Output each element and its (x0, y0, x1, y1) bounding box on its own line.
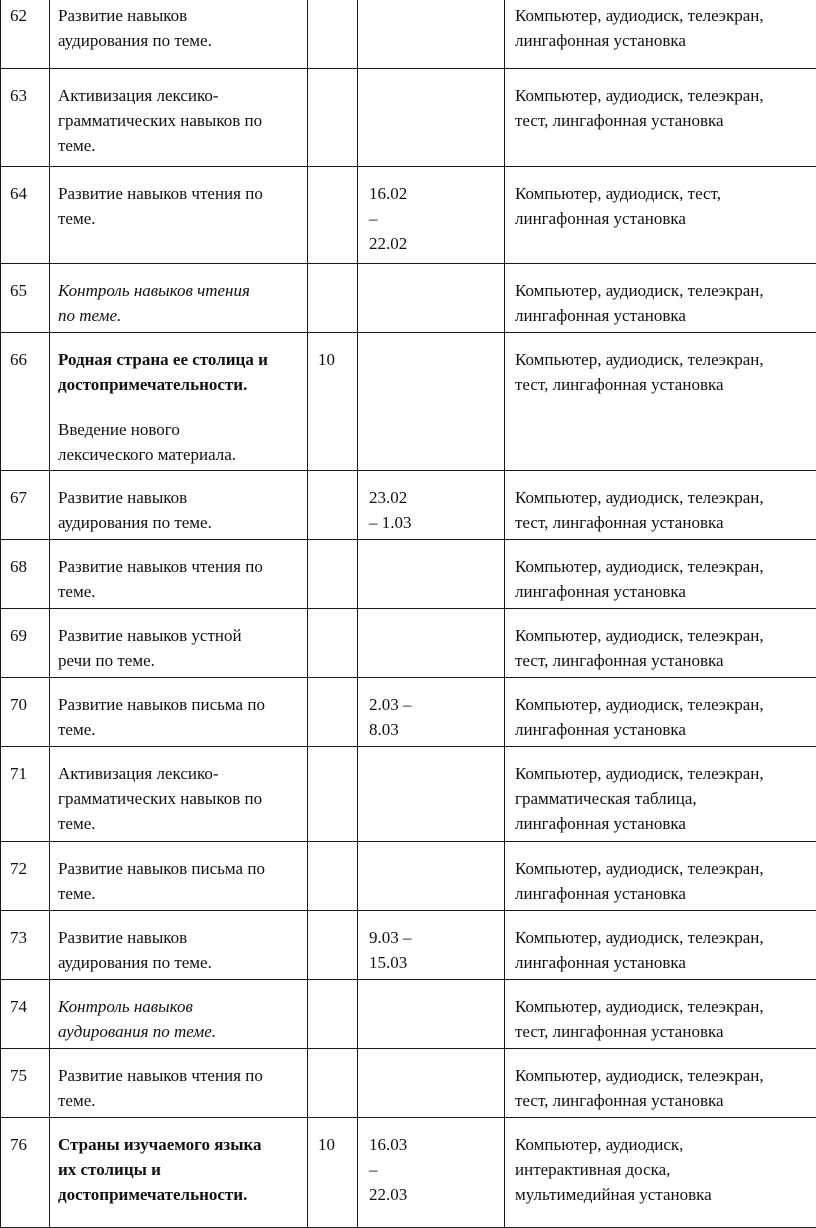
lesson-dates (358, 333, 505, 471)
lesson-number: 69 (1, 609, 50, 678)
lesson-topic: Страны изучаемого языка их столицы и достопримечательности. (50, 1118, 308, 1228)
table-row (1, 167, 816, 264)
lesson-dates (358, 747, 505, 842)
table-row (1, 333, 816, 471)
lesson-dates (358, 609, 505, 678)
lesson-number: 76 (1, 1118, 50, 1228)
lesson-hours (308, 747, 358, 842)
table-row (1, 609, 816, 678)
lesson-number: 65 (1, 264, 50, 333)
lesson-topic: Активизация лексико- грамматических навыков по теме. (50, 69, 308, 167)
lesson-dates (358, 1049, 505, 1118)
lesson-dates (358, 540, 505, 609)
lesson-number: 75 (1, 1049, 50, 1118)
lesson-hours (308, 911, 358, 980)
lesson-number: 68 (1, 540, 50, 609)
lesson-equipment: Компьютер, аудиодиск, телеэкран, тест, лингафонная установка (505, 1049, 816, 1118)
lesson-hours (308, 980, 358, 1049)
lesson-equipment: Компьютер, аудиодиск, тест, лингафонная установка (505, 167, 816, 264)
lesson-hours (308, 69, 358, 167)
lesson-hours: 10 (308, 333, 358, 471)
lesson-hours (308, 1049, 358, 1118)
table-row (1, 471, 816, 540)
lesson-equipment: Компьютер, аудиодиск, интерактивная доска, мультимедийная установка (505, 1118, 816, 1228)
table-row (1, 264, 816, 333)
lesson-equipment: Компьютер, аудиодиск, телеэкран, лингафонная установка (505, 264, 816, 333)
table-row (1, 1118, 816, 1228)
lesson-number: 73 (1, 911, 50, 980)
lesson-equipment: Компьютер, аудиодиск, телеэкран, тест, лингафонная установка (505, 609, 816, 678)
lesson-number: 70 (1, 678, 50, 747)
table-row (1, 842, 816, 911)
lesson-equipment: Компьютер, аудиодиск, телеэкран, тест, лингафонная установка (505, 471, 816, 540)
lesson-hours (308, 0, 358, 69)
lesson-hours (308, 540, 358, 609)
lesson-topic: Развитие навыков аудирования по теме. (50, 911, 308, 980)
lesson-hours (308, 471, 358, 540)
lesson-hours (308, 678, 358, 747)
lesson-dates (358, 0, 505, 69)
lesson-dates (358, 980, 505, 1049)
lesson-topic: Развитие навыков письма по теме. (50, 678, 308, 747)
lesson-hours (308, 264, 358, 333)
lesson-topic: Контроль навыков чтения по теме. (50, 264, 308, 333)
lesson-number: 63 (1, 69, 50, 167)
table-row (1, 540, 816, 609)
lesson-hours (308, 609, 358, 678)
lesson-topic: Родная страна ее столица и достопримечательности. Введение нового лексического материала. (50, 333, 308, 471)
lesson-number: 64 (1, 167, 50, 264)
lesson-number: 67 (1, 471, 50, 540)
lesson-topic: Развитие навыков аудирования по теме. (50, 471, 308, 540)
lesson-equipment: Компьютер, аудиодиск, телеэкран, лингафонная установка (505, 911, 816, 980)
lesson-topic: Развитие навыков письма по теме. (50, 842, 308, 911)
lesson-equipment: Компьютер, аудиодиск, телеэкран, лингафонная установка (505, 842, 816, 911)
lesson-equipment: Компьютер, аудиодиск, телеэкран, лингафонная установка (505, 678, 816, 747)
table-row (1, 911, 816, 980)
lesson-dates: 23.02 – 1.03 (358, 471, 505, 540)
table-row (1, 1049, 816, 1118)
lesson-dates (358, 264, 505, 333)
table-row (1, 0, 816, 69)
lesson-dates: 2.03 – 8.03 (358, 678, 505, 747)
lesson-dates: 9.03 – 15.03 (358, 911, 505, 980)
lesson-number: 62 (1, 0, 50, 69)
lesson-equipment: Компьютер, аудиодиск, телеэкран, тест, лингафонная установка (505, 333, 816, 471)
lesson-number: 66 (1, 333, 50, 471)
lesson-topic: Развитие навыков аудирования по теме. (50, 0, 308, 69)
lesson-topic: Контроль навыков аудирования по теме. (50, 980, 308, 1049)
lesson-dates (358, 69, 505, 167)
lesson-number: 74 (1, 980, 50, 1049)
lesson-number: 71 (1, 747, 50, 842)
table-row (1, 69, 816, 167)
lesson-equipment: Компьютер, аудиодиск, телеэкран, тест, лингафонная установка (505, 980, 816, 1049)
lesson-equipment: Компьютер, аудиодиск, телеэкран, грамматическая таблица, лингафонная установка (505, 747, 816, 842)
lesson-hours (308, 167, 358, 264)
table-row (1, 980, 816, 1049)
lesson-topic: Развитие навыков устной речи по теме. (50, 609, 308, 678)
lesson-hours: 10 (308, 1118, 358, 1228)
table-row (1, 678, 816, 747)
lesson-equipment: Компьютер, аудиодиск, телеэкран, лингафонная установка (505, 0, 816, 69)
lesson-number: 72 (1, 842, 50, 911)
lesson-topic: Развитие навыков чтения по теме. (50, 167, 308, 264)
lesson-hours (308, 842, 358, 911)
lesson-equipment: Компьютер, аудиодиск, телеэкран, лингафонная установка (505, 540, 816, 609)
lesson-dates: 16.02 – 22.02 (358, 167, 505, 264)
lesson-topic: Развитие навыков чтения по теме. (50, 1049, 308, 1118)
lesson-dates: 16.03 – 22.03 (358, 1118, 505, 1228)
lesson-equipment: Компьютер, аудиодиск, телеэкран, тест, лингафонная установка (505, 69, 816, 167)
lesson-topic: Активизация лексико- грамматических навыков по теме. (50, 747, 308, 842)
table-row (1, 747, 816, 842)
lesson-topic: Развитие навыков чтения по теме. (50, 540, 308, 609)
lesson-dates (358, 842, 505, 911)
lesson-subtopic: Введение нового лексического материала. (58, 417, 299, 467)
